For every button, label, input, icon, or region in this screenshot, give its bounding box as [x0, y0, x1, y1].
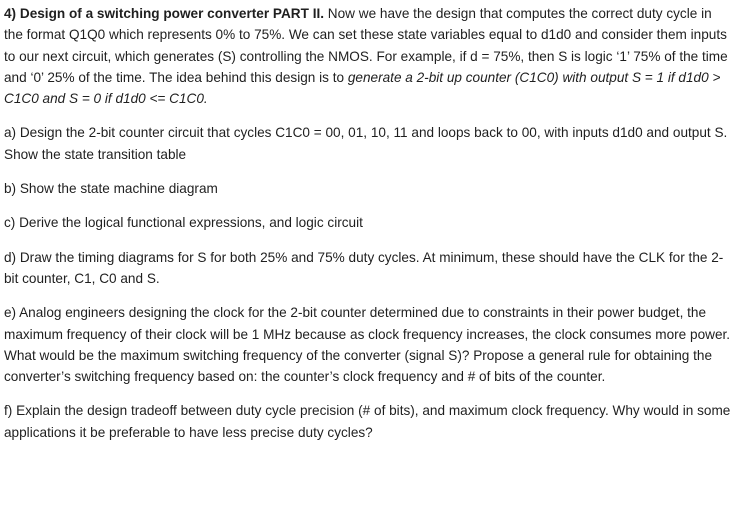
problem-number: 4) — [4, 6, 17, 21]
part-f: f) Explain the design tradeoff between duty cycle precision (# of bits), and maximum clock frequency. Why would in some applications it be preferable to have less precise duty cycles? — [4, 403, 731, 440]
problem-title: Design of a switching power converter PART II. — [19, 6, 325, 21]
problem-intro-text: Now we have the design that computes the correct duty cycle in the format Q1Q0 which represents 0% to 75%. We can set these state variables equal to d1d0 and consider them inputs to our next circuit, which generates (S) controlling the NMOS. For example, if d = 75%, then S is logic ‘1’ 75% of the time and ‘0’ 25% of the time. The idea behind this design is to — [4, 6, 728, 85]
part-c: c) Derive the logical functional expressions, and logic circuit — [4, 215, 363, 231]
part-b: b) Show the state machine diagram — [4, 181, 218, 197]
part-a: a) Design the 2-bit counter circuit that cycles C1C0 = 00, 01, 10, 11 and loops back to 00, with inputs d1d0 and output S. Show the state transition table — [4, 125, 728, 162]
problem-intro-italic: generate a 2-bit up counter (C1C0) with output S = 1 if d1d0 > C1C0 and S = 0 if d1d0 <= C1C0. — [4, 69, 721, 107]
part-e: e) Analog engineers designing the clock for the 2-bit counter determined due to constraints in their power budget, the maximum frequency of their clock will be 1 MHz because as clock frequency increases, the clock consumes more power. What would be the maximum switching frequency of the converter (signal S)? Propose a general rule for obtaining the converter’s switching frequency based on: the counter’s clock frequency and # of bits of the counter. — [4, 305, 731, 385]
problem-intro — [4, 3, 732, 109]
part-d: d) Draw the timing diagrams for S for both 25% and 75% duty cycles. At minimum, these should have the CLK for the 2-bit counter, C1, C0 and S. — [4, 249, 724, 286]
document-page — [4, 3, 732, 456]
